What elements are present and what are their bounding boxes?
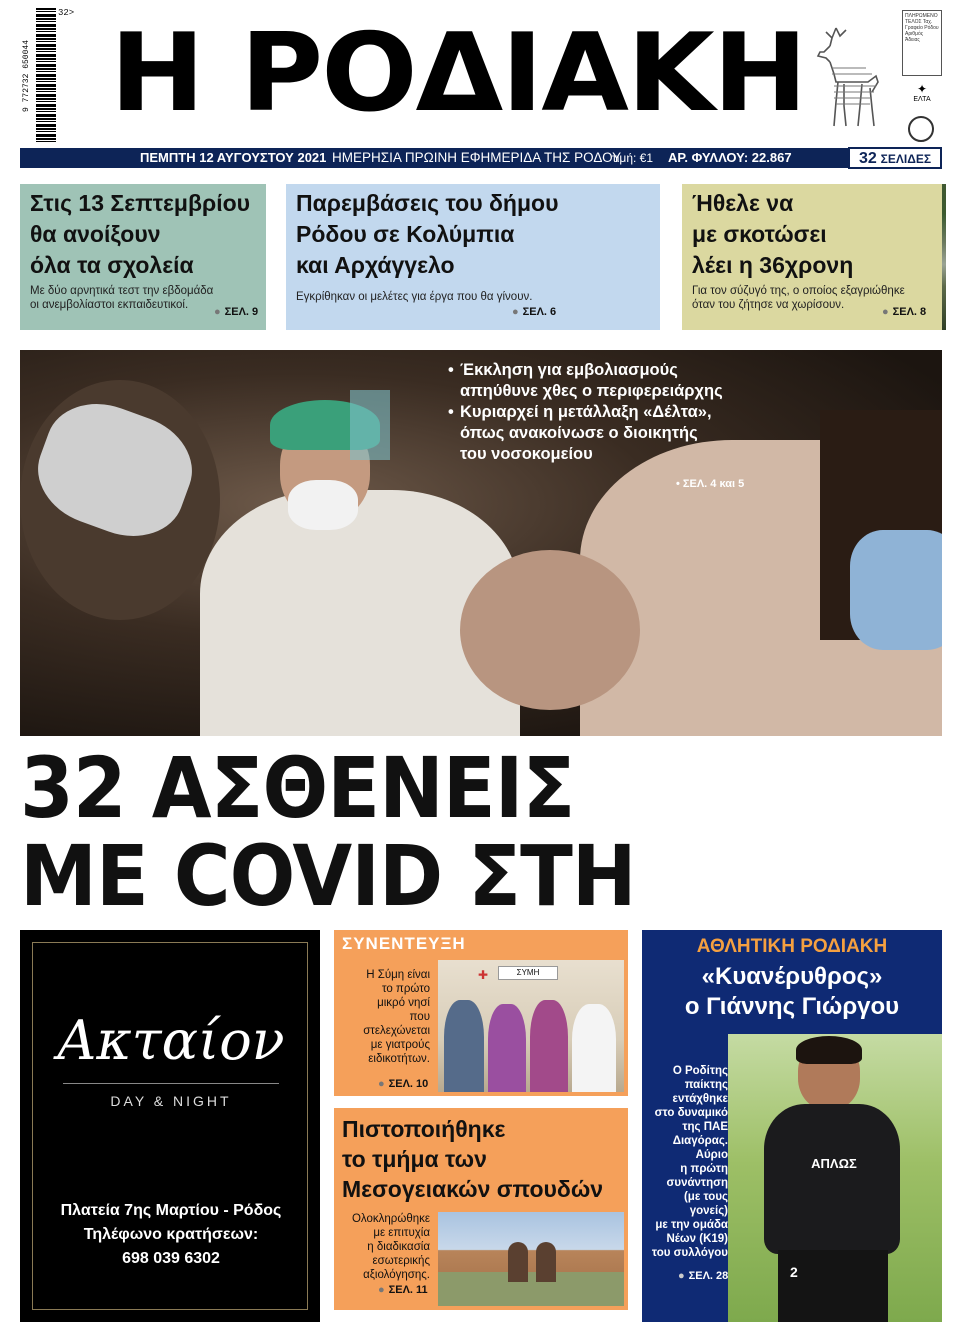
seal-icon: [908, 116, 934, 142]
pages-badge: [848, 147, 942, 169]
red-cross-icon: ✚: [478, 968, 489, 982]
arch-2-shape: [536, 1242, 556, 1282]
interview-page-ref: ● ΣΕΛ. 10: [378, 1078, 428, 1090]
garden-shape: [438, 1272, 624, 1306]
teaser-schools[interactable]: [20, 184, 266, 330]
teaser-summary: Με δύο αρνητικά τεστ την εβδομάδα οι ανεμβολίαστοι εκπαιδευτικοί.: [30, 285, 214, 311]
interview-photo: [438, 960, 624, 1092]
face-shield-shape: [350, 390, 390, 460]
ad-subtitle: DAY & NIGHT: [110, 1093, 232, 1109]
doctor-2-shape: [488, 1004, 526, 1092]
main-bullets: [448, 360, 778, 465]
teaser-page-ref: ● ΣΕΛ. 8: [882, 306, 926, 318]
elta-logo: [910, 82, 934, 108]
mediterranean-studies-box[interactable]: [334, 1108, 628, 1310]
mask-right-shape: [850, 530, 942, 650]
interview-text: Η Σύμη είναι το πρώτο μικρό νησί που στελεχώνεται με γιατρούς ειδικοτήτων.: [363, 969, 430, 1065]
sports-page-ref: ● ΣΕΛ. 28: [678, 1270, 728, 1282]
postage-text: ΠΛΗΡΩΜΕΝΟ ΤΕΛΟΣ Ταχ. Γραφείο Ρόδου Αριθμός Άδειας: [902, 10, 942, 76]
pages-count: 32: [858, 150, 877, 167]
issue-date: ΠΕΜΠΤΗ 12 ΑΥΓΟΥΣΤΟΥ 2021: [140, 150, 327, 165]
main-headline[interactable]: 32 ΑΣΘΕΝΕΙΣ ΜΕ COVID ΣΤΗ: [20, 739, 636, 925]
sports-headline: «Κυανέρυθρος» ο Γιάννης Γιώργου: [684, 963, 900, 1020]
bullet-item: • Κυριαρχεί η μετάλλαξη «Δέλτα», όπως ανακοίνωσε ο διοικητής του νοσοκομείου: [448, 402, 778, 465]
sports-box[interactable]: [642, 930, 942, 1322]
sports-text: Ο Ροδίτης παίκτης εντάχθηκε στο δυναμικό της ΠΑΕ Διαγόρας. Αύριο η πρώτη συνάντηση (με τους γονείς) με την ομάδα Νέων (Κ19) του συλλόγου: [651, 1065, 728, 1259]
mask-center-shape: [288, 480, 358, 530]
building-photo: [438, 1212, 624, 1306]
sports-section: ΑΘΛΗΤΙΚΗ ΡΟΔΙΑΚΗ: [696, 936, 888, 957]
deer-logo-icon: [806, 22, 884, 130]
teaser-municipality[interactable]: [286, 184, 660, 330]
issue-code: 32>: [58, 8, 75, 18]
elta-logo-text: ΕΛΤΑ: [913, 96, 931, 103]
barcode-number: 9 772732 650044: [22, 8, 36, 144]
masthead-barcode-area: [22, 8, 114, 148]
issue-number: ΑΡ. ΦΥΛΛΟΥ: 22.867: [668, 150, 792, 165]
ad-frame: [32, 942, 308, 1310]
teaser-headline: Ήθελε να με σκοτώσει λέει η 36χρονη: [692, 190, 854, 278]
teaser-summary: Εγκρίθηκαν οι μελέτες για έργα που θα γίνουν.: [296, 291, 533, 303]
tagline: ΗΜΕΡΗΣΙΑ ΠΡΩΙΝΗ ΕΦΗΜΕΡΙΔΑ ΤΗΣ ΡΟΔΟΥ: [332, 150, 622, 165]
doctor-3-shape: [530, 1000, 568, 1092]
ad-divider: [63, 1083, 279, 1084]
main-page-ref: • ΣΕΛ. 4 και 5: [676, 478, 745, 490]
jersey-number: 2: [790, 1264, 798, 1280]
player-hair-shape: [796, 1036, 862, 1064]
doctor-1-shape: [444, 1000, 484, 1092]
mediterranean-text: Ολοκληρώθηκε με επιτυχία η διαδικασία εσωτερικής αξιολόγησης.: [351, 1213, 430, 1281]
date-bar: [20, 148, 942, 168]
mediterranean-headline: Πιστοποιήθηκε το τμήμα των Μεσογειακών σπουδών: [342, 1116, 604, 1202]
hand-shape: [460, 550, 640, 710]
photo-sign: ΣΥΜΗ: [498, 966, 558, 980]
bullet-item: • Έκκληση για εμβολιασμούς απηύθυνε χθες ο περιφερειάρχης: [448, 360, 778, 402]
teaser-page-ref: ● ΣΕΛ. 9: [214, 306, 258, 318]
interview-box[interactable]: [334, 930, 628, 1096]
ad-aktaion[interactable]: [20, 930, 320, 1322]
player-shorts-shape: [778, 1250, 888, 1322]
teaser-page-ref: ● ΣΕΛ. 6: [512, 306, 556, 318]
ad-brand: Ακταίον: [57, 1009, 285, 1072]
player-photo: [728, 1034, 942, 1322]
ad-address: Πλατεία 7ης Μαρτίου - Ρόδος Τηλέφωνο κρατήσεων: 698 039 6302: [60, 1202, 282, 1267]
bird-icon: ✦: [916, 82, 928, 96]
teaser-headline: Παρεμβάσεις του δήμου Ρόδου σε Κολύμπια και Αρχάγγελο: [296, 190, 559, 278]
interview-label: ΣΥΝΕΝΤΕΥΞΗ: [342, 934, 466, 953]
pages-label: ΣΕΛΙΔΕΣ: [880, 152, 932, 166]
teaser-crime[interactable]: [682, 184, 942, 330]
teaser-summary: Για τον σύζυγό της, ο οποίος εξαγριώθηκε όταν του ζήτησε να χωρίσουν.: [692, 285, 905, 311]
arch-1-shape: [508, 1242, 528, 1282]
player-jersey-shape: [764, 1104, 900, 1254]
mediterranean-page-ref: ● ΣΕΛ. 11: [378, 1284, 428, 1296]
postage-box: [902, 10, 942, 145]
doctor-4-shape: [572, 1004, 616, 1092]
jersey-sponsor: ΑΠΛΩΣ: [811, 1156, 857, 1171]
newspaper-title: Η ΡΟΔΙΑΚΗ: [110, 11, 806, 136]
teaser-headline: Στις 13 Σεπτεμβρίου θα ανοίξουν όλα τα σχολεία: [30, 190, 251, 278]
price: τιμή: €1: [612, 151, 654, 165]
